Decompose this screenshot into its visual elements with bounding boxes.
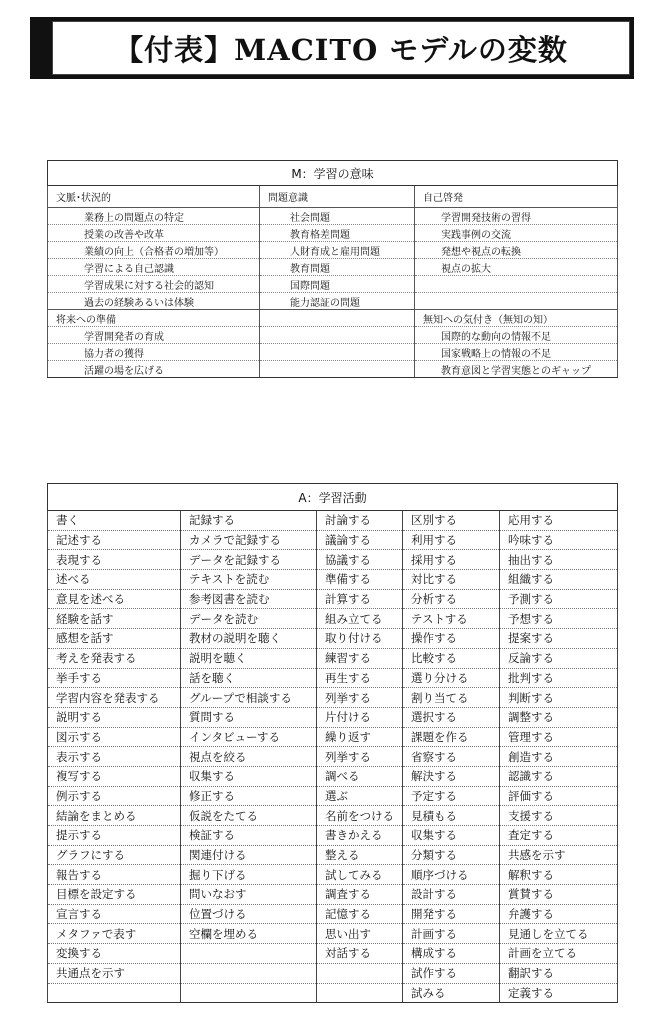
activity-cell: 位置づける bbox=[181, 904, 317, 924]
activity-cell: 提案する bbox=[500, 629, 618, 649]
table-cell: 学習開発者の育成 bbox=[48, 327, 260, 344]
activity-cell: 収集する bbox=[181, 766, 317, 786]
activity-cell: 見通しを立てる bbox=[500, 924, 618, 944]
activity-row bbox=[48, 944, 618, 964]
table-cell: 発想や視点の転換 bbox=[415, 242, 618, 259]
activity-cell: 修正する bbox=[181, 786, 317, 806]
activity-cell: 組織する bbox=[500, 570, 618, 590]
activity-cell: 記録する bbox=[181, 511, 317, 531]
activity-cell: 抽出する bbox=[500, 550, 618, 570]
activity-cell: 整える bbox=[317, 845, 403, 865]
activity-cell: 挙手する bbox=[48, 668, 181, 688]
activity-cell: 採用する bbox=[403, 550, 500, 570]
activity-cell: データを読む bbox=[181, 609, 317, 629]
activity-row bbox=[48, 629, 618, 649]
activity-cell: 計算する bbox=[317, 589, 403, 609]
activity-row bbox=[48, 924, 618, 944]
meaning-header-row bbox=[48, 186, 618, 208]
table-cell: 能力認証の問題 bbox=[260, 293, 415, 310]
activity-cell: 開発する bbox=[403, 904, 500, 924]
activity-cell: 課題を作る bbox=[403, 727, 500, 747]
activity-row bbox=[48, 826, 618, 846]
activity-cell: 査定する bbox=[500, 826, 618, 846]
activity-cell: グラフにする bbox=[48, 845, 181, 865]
activity-row bbox=[48, 530, 618, 550]
table-cell: 業績の向上（合格者の増加等） bbox=[48, 242, 260, 259]
activity-cell: 試作する bbox=[403, 963, 500, 983]
activity-cell bbox=[181, 963, 317, 983]
activity-cell: 表現する bbox=[48, 550, 181, 570]
meaning-item-row bbox=[48, 293, 618, 310]
activity-cell: 視点を絞る bbox=[181, 747, 317, 767]
activity-cell: テキストを読む bbox=[181, 570, 317, 590]
column-subheader bbox=[260, 310, 415, 327]
activity-cell: 分類する bbox=[403, 845, 500, 865]
activity-cell: 選り分ける bbox=[403, 668, 500, 688]
activity-cell: 述べる bbox=[48, 570, 181, 590]
table-cell: 学習開発技術の習得 bbox=[415, 208, 618, 225]
activity-cell: 表示する bbox=[48, 747, 181, 767]
activity-cell: 操作する bbox=[403, 629, 500, 649]
activity-cell: 試してみる bbox=[317, 865, 403, 885]
activity-cell: 共通点を示す bbox=[48, 963, 181, 983]
activity-row bbox=[48, 511, 618, 531]
activity-cell: 練習する bbox=[317, 648, 403, 668]
activity-cell: 繰り返す bbox=[317, 727, 403, 747]
meaning-table-caption: M：学習の意味 bbox=[48, 161, 618, 186]
activity-cell: 共感を示す bbox=[500, 845, 618, 865]
table-cell: 国家戦略上の情報の不足 bbox=[415, 344, 618, 361]
table-cell: 業務上の問題点の特定 bbox=[48, 208, 260, 225]
activity-row bbox=[48, 550, 618, 570]
activity-cell: 区別する bbox=[403, 511, 500, 531]
table-cell: 教育格差問題 bbox=[260, 225, 415, 242]
table-cell: 教育問題 bbox=[260, 259, 415, 276]
activity-cell: グループで相談する bbox=[181, 688, 317, 708]
activity-cell: 片付ける bbox=[317, 707, 403, 727]
activity-cell: 予想する bbox=[500, 609, 618, 629]
title-box bbox=[52, 21, 630, 75]
table-cell bbox=[415, 276, 618, 293]
activity-cell: 解決する bbox=[403, 766, 500, 786]
activity-cell: 試みる bbox=[403, 983, 500, 1003]
activity-cell: 準備する bbox=[317, 570, 403, 590]
activity-cell: 書きかえる bbox=[317, 826, 403, 846]
activity-cell: 思い出す bbox=[317, 924, 403, 944]
activity-row bbox=[48, 766, 618, 786]
activity-cell: 批判する bbox=[500, 668, 618, 688]
activity-cell: 選択する bbox=[403, 707, 500, 727]
activity-cell: 宣言する bbox=[48, 904, 181, 924]
activity-cell: 掘り下げる bbox=[181, 865, 317, 885]
activity-cell: 名前をつける bbox=[317, 806, 403, 826]
activity-table-caption: A：学習活動 bbox=[48, 484, 618, 511]
activity-cell bbox=[48, 983, 181, 1003]
table-cell bbox=[260, 361, 415, 378]
title-banner bbox=[30, 17, 634, 79]
meaning-item-row-2 bbox=[48, 327, 618, 344]
activity-row bbox=[48, 865, 618, 885]
meaning-item-row-2 bbox=[48, 344, 618, 361]
table-cell: 人財育成と雇用問題 bbox=[260, 242, 415, 259]
meaning-table bbox=[47, 160, 618, 378]
activity-cell: 順序づける bbox=[403, 865, 500, 885]
activity-cell: 感想を話す bbox=[48, 629, 181, 649]
activity-cell: 考えを発表する bbox=[48, 648, 181, 668]
activity-cell: 吟味する bbox=[500, 530, 618, 550]
activity-cell: 対話する bbox=[317, 944, 403, 964]
activity-row bbox=[48, 885, 618, 905]
activity-row bbox=[48, 845, 618, 865]
activity-cell: 列挙する bbox=[317, 688, 403, 708]
meaning-subheader-row bbox=[48, 310, 618, 327]
activity-table bbox=[47, 483, 618, 1003]
meaning-item-row-2 bbox=[48, 361, 618, 378]
activity-cell: 列挙する bbox=[317, 747, 403, 767]
activity-cell: 組み立てる bbox=[317, 609, 403, 629]
table-cell: 学習による自己認識 bbox=[48, 259, 260, 276]
activity-cell: 計画を立てる bbox=[500, 944, 618, 964]
activity-cell: 報告する bbox=[48, 865, 181, 885]
activity-cell: カメラで記録する bbox=[181, 530, 317, 550]
activity-cell: 協議する bbox=[317, 550, 403, 570]
table-cell: 社会問題 bbox=[260, 208, 415, 225]
activity-cell: 図示する bbox=[48, 727, 181, 747]
activity-cell: 応用する bbox=[500, 511, 618, 531]
activity-cell: 記憶する bbox=[317, 904, 403, 924]
activity-cell: 結論をまとめる bbox=[48, 806, 181, 826]
activity-cell: 仮説をたてる bbox=[181, 806, 317, 826]
activity-row bbox=[48, 570, 618, 590]
activity-cell: 説明する bbox=[48, 707, 181, 727]
activity-cell: 分析する bbox=[403, 589, 500, 609]
table-cell bbox=[260, 344, 415, 361]
activity-cell: テストする bbox=[403, 609, 500, 629]
activity-cell: 翻訳する bbox=[500, 963, 618, 983]
meaning-item-row bbox=[48, 276, 618, 293]
activity-row bbox=[48, 589, 618, 609]
activity-cell: メタファで表す bbox=[48, 924, 181, 944]
activity-cell: 調整する bbox=[500, 707, 618, 727]
table-cell: 活躍の場を広げる bbox=[48, 361, 260, 378]
activity-cell: 賞賛する bbox=[500, 885, 618, 905]
activity-cell bbox=[181, 944, 317, 964]
activity-cell: 説明を聴く bbox=[181, 648, 317, 668]
column-subheader: 無知への気付き（無知の知） bbox=[415, 310, 618, 327]
activity-cell: 目標を設定する bbox=[48, 885, 181, 905]
activity-row bbox=[48, 806, 618, 826]
activity-cell: 調べる bbox=[317, 766, 403, 786]
table-cell bbox=[260, 327, 415, 344]
activity-cell: 学習内容を発表する bbox=[48, 688, 181, 708]
activity-cell: 設計する bbox=[403, 885, 500, 905]
activity-cell: 管理する bbox=[500, 727, 618, 747]
activity-cell: 意見を述べる bbox=[48, 589, 181, 609]
meaning-item-row bbox=[48, 242, 618, 259]
activity-cell: 定義する bbox=[500, 983, 618, 1003]
activity-cell: 省察する bbox=[403, 747, 500, 767]
activity-cell: 創造する bbox=[500, 747, 618, 767]
activity-cell: 取り付ける bbox=[317, 629, 403, 649]
activity-row bbox=[48, 786, 618, 806]
activity-row bbox=[48, 963, 618, 983]
activity-cell: 割り当てる bbox=[403, 688, 500, 708]
activity-row bbox=[48, 668, 618, 688]
activity-cell: 判断する bbox=[500, 688, 618, 708]
activity-cell: 利用する bbox=[403, 530, 500, 550]
activity-row bbox=[48, 648, 618, 668]
activity-row bbox=[48, 983, 618, 1003]
activity-cell: 対比する bbox=[403, 570, 500, 590]
table-cell: 国際問題 bbox=[260, 276, 415, 293]
activity-cell: 書く bbox=[48, 511, 181, 531]
table-cell: 国際的な動向の情報不足 bbox=[415, 327, 618, 344]
activity-cell: 弁護する bbox=[500, 904, 618, 924]
table-cell bbox=[415, 293, 618, 310]
column-header: 文脈･状況的 bbox=[48, 186, 260, 208]
activity-cell: インタビューする bbox=[181, 727, 317, 747]
activity-cell: 収集する bbox=[403, 826, 500, 846]
activity-cell: 複写する bbox=[48, 766, 181, 786]
activity-cell: 計画する bbox=[403, 924, 500, 944]
page-title: 【付表】MACITO モデルの変数 bbox=[114, 32, 568, 67]
activity-cell: 比較する bbox=[403, 648, 500, 668]
activity-cell: 評価する bbox=[500, 786, 618, 806]
activity-cell: 討論する bbox=[317, 511, 403, 531]
table-cell: 学習成果に対する社会的認知 bbox=[48, 276, 260, 293]
activity-cell: 認識する bbox=[500, 766, 618, 786]
table-cell: 教育意図と学習実態とのギャップ bbox=[415, 361, 618, 378]
activity-cell bbox=[317, 983, 403, 1003]
activity-cell: 記述する bbox=[48, 530, 181, 550]
activity-cell: 予測する bbox=[500, 589, 618, 609]
activity-cell: 調査する bbox=[317, 885, 403, 905]
activity-row bbox=[48, 609, 618, 629]
activity-cell: 予定する bbox=[403, 786, 500, 806]
meaning-item-row bbox=[48, 259, 618, 276]
activity-cell: 再生する bbox=[317, 668, 403, 688]
table-cell: 実践事例の交流 bbox=[415, 225, 618, 242]
activity-cell: 参考図書を読む bbox=[181, 589, 317, 609]
activity-row bbox=[48, 707, 618, 727]
activity-cell: 問いなおす bbox=[181, 885, 317, 905]
table-cell: 授業の改善や改革 bbox=[48, 225, 260, 242]
activity-cell: 話を聴く bbox=[181, 668, 317, 688]
activity-cell: 経験を話す bbox=[48, 609, 181, 629]
activity-row bbox=[48, 747, 618, 767]
activity-cell: 選ぶ bbox=[317, 786, 403, 806]
meaning-item-row bbox=[48, 208, 618, 225]
activity-cell: 議論する bbox=[317, 530, 403, 550]
column-subheader: 将来への準備 bbox=[48, 310, 260, 327]
activity-cell: 変換する bbox=[48, 944, 181, 964]
activity-cell: 関連付ける bbox=[181, 845, 317, 865]
activity-cell: 検証する bbox=[181, 826, 317, 846]
activity-cell: 支援する bbox=[500, 806, 618, 826]
activity-cell: 例示する bbox=[48, 786, 181, 806]
table-cell: 視点の拡大 bbox=[415, 259, 618, 276]
activity-row bbox=[48, 904, 618, 924]
meaning-item-row bbox=[48, 225, 618, 242]
activity-row bbox=[48, 727, 618, 747]
activity-cell: 解釈する bbox=[500, 865, 618, 885]
table-cell: 過去の経験あるいは体験 bbox=[48, 293, 260, 310]
table-cell: 協力者の獲得 bbox=[48, 344, 260, 361]
column-header: 自己啓発 bbox=[415, 186, 618, 208]
activity-row bbox=[48, 688, 618, 708]
activity-cell bbox=[317, 963, 403, 983]
activity-cell bbox=[181, 983, 317, 1003]
activity-cell: 反論する bbox=[500, 648, 618, 668]
activity-cell: 空欄を埋める bbox=[181, 924, 317, 944]
activity-cell: 構成する bbox=[403, 944, 500, 964]
activity-cell: 提示する bbox=[48, 826, 181, 846]
activity-cell: 見積もる bbox=[403, 806, 500, 826]
activity-cell: 質問する bbox=[181, 707, 317, 727]
activity-cell: データを記録する bbox=[181, 550, 317, 570]
activity-cell: 教材の説明を聴く bbox=[181, 629, 317, 649]
column-header: 問題意識 bbox=[260, 186, 415, 208]
